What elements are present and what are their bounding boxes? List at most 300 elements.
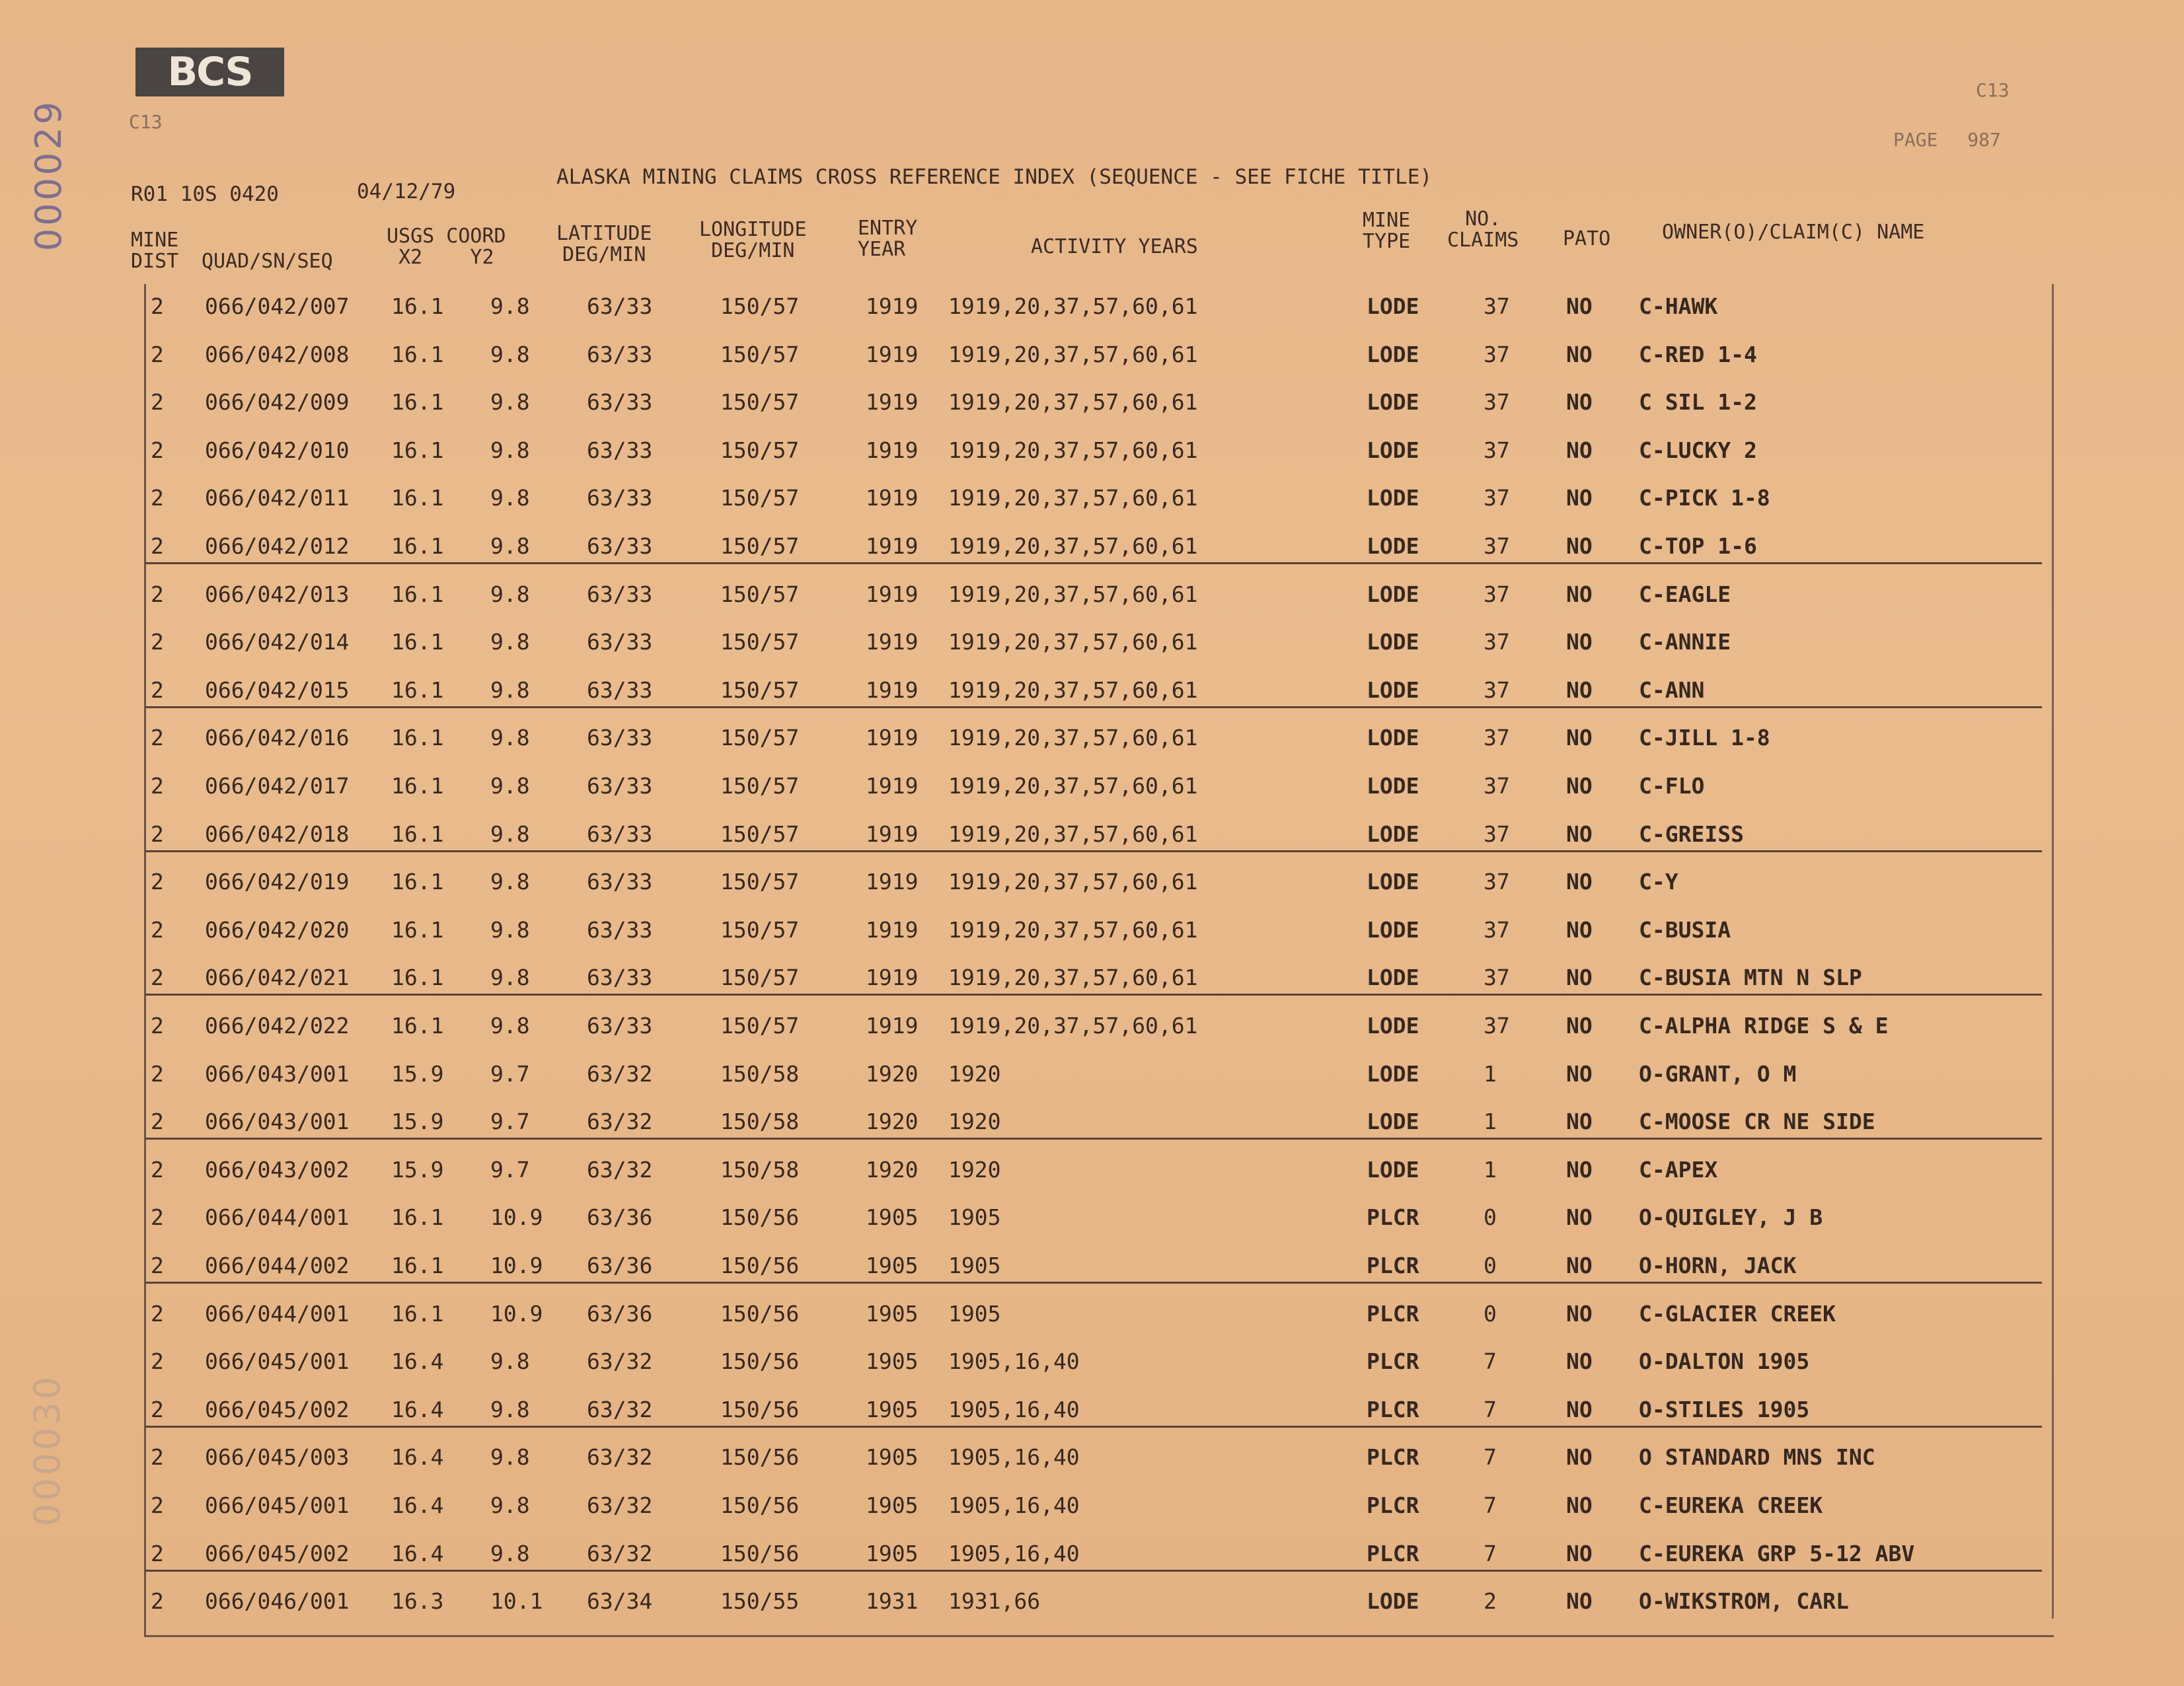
pato-cell: NO	[1566, 437, 1593, 463]
mine-dist-cell: 2	[151, 677, 164, 703]
usgs-x2-cell: 16.1	[391, 916, 444, 943]
no-claims-cell: 37	[1484, 773, 1510, 799]
activity-years-cell: 1919,20,37,57,60,61	[948, 965, 1198, 991]
usgs-x2-cell: 15.9	[391, 1060, 444, 1087]
usgs-x2-cell: 16.4	[391, 1540, 444, 1566]
usgs-y2-cell: 9.8	[490, 485, 530, 511]
usgs-x2-cell: 16.1	[391, 965, 444, 991]
no-claims-cell: 37	[1484, 916, 1510, 943]
usgs-y2-cell: 9.8	[490, 677, 530, 703]
table-row	[0, 1004, 2184, 1051]
latitude-cell: 63/33	[587, 389, 653, 416]
usgs-x2-cell: 16.1	[391, 485, 444, 511]
activity-years-cell: 1919,20,37,57,60,61	[948, 725, 1198, 751]
entry-year-cell: 1919	[866, 437, 919, 463]
owner-claim-name-cell: C-EUREKA CREEK	[1639, 1492, 1823, 1518]
mine-type-cell: LODE	[1367, 485, 1419, 511]
latitude-cell: 63/33	[587, 916, 653, 943]
mine-type-cell: LODE	[1367, 965, 1419, 991]
latitude-cell: 63/33	[587, 533, 653, 559]
latitude-cell: 63/33	[587, 677, 653, 703]
latitude-cell: 63/36	[587, 1300, 653, 1327]
mine-type-cell: PLCR	[1367, 1444, 1419, 1471]
mine-type-cell: PLCR	[1367, 1396, 1419, 1422]
activity-years-cell: 1919,20,37,57,60,61	[948, 389, 1198, 416]
usgs-x2-cell: 16.4	[391, 1492, 444, 1518]
entry-year-cell: 1919	[866, 965, 919, 991]
pato-cell: NO	[1566, 965, 1593, 991]
longitude-cell: 150/57	[720, 725, 800, 751]
entry-year-cell: 1919	[866, 629, 919, 655]
quad-cell: 066/044/001	[205, 1300, 350, 1327]
col-mine-type: MINE TYPE	[1363, 209, 1411, 253]
activity-years-cell: 1919,20,37,57,60,61	[948, 581, 1198, 607]
entry-year-cell: 1905	[866, 1396, 919, 1422]
entry-year-cell: 1919	[866, 293, 919, 319]
mine-dist-cell: 2	[151, 581, 164, 607]
entry-year-cell: 1919	[866, 533, 919, 559]
top-right-code: C13	[1976, 79, 2010, 101]
owner-claim-name-cell: C-ALPHA RIDGE S & E	[1639, 1013, 1889, 1039]
activity-years-cell: 1905,16,40	[948, 1492, 1080, 1518]
pato-cell: NO	[1566, 1444, 1593, 1471]
owner-claim-name-cell: O-QUIGLEY, J B	[1639, 1204, 1823, 1231]
entry-year-cell: 1919	[866, 389, 919, 416]
table-row	[0, 715, 2184, 763]
table-row	[0, 812, 2184, 860]
owner-claim-name-cell: C-APEX	[1639, 1156, 1718, 1183]
usgs-x2-cell: 16.1	[391, 677, 444, 703]
no-claims-cell: 37	[1484, 629, 1510, 655]
quad-cell: 066/042/007	[205, 293, 350, 319]
pato-cell: NO	[1566, 1109, 1593, 1135]
no-claims-cell: 0	[1484, 1300, 1497, 1327]
usgs-y2-cell: 9.8	[490, 1396, 530, 1422]
quad-cell: 066/045/001	[205, 1348, 350, 1375]
quad-cell: 066/045/003	[205, 1444, 350, 1471]
entry-year-cell: 1905	[866, 1540, 919, 1566]
usgs-x2-cell: 16.1	[391, 821, 444, 847]
latitude-cell: 63/33	[587, 965, 653, 991]
mine-dist-cell: 2	[151, 1253, 164, 1278]
table-row	[0, 764, 2184, 811]
no-claims-cell: 37	[1484, 1013, 1510, 1039]
usgs-y2-cell: 9.8	[490, 1444, 530, 1471]
usgs-y2-cell: 10.9	[490, 1253, 543, 1278]
longitude-cell: 150/56	[720, 1396, 800, 1422]
owner-claim-name-cell: O-DALTON 1905	[1639, 1348, 1810, 1375]
latitude-cell: 63/32	[587, 1444, 653, 1471]
usgs-y2-cell: 9.8	[490, 916, 530, 943]
owner-claim-name-cell: C-ANN	[1639, 677, 1705, 703]
pato-cell: NO	[1566, 1396, 1593, 1422]
activity-years-cell: 1919,20,37,57,60,61	[948, 869, 1198, 895]
table-row	[0, 1243, 2184, 1291]
activity-years-cell: 1919,20,37,57,60,61	[948, 437, 1198, 463]
activity-years-cell: 1931,66	[948, 1588, 1041, 1615]
mine-dist-cell: 2	[151, 1444, 164, 1471]
latitude-cell: 63/32	[587, 1348, 653, 1375]
pato-cell: NO	[1566, 869, 1593, 895]
report-date: 04/12/79	[357, 180, 456, 203]
usgs-y2-cell: 9.8	[490, 821, 530, 847]
col-usgs-coord: USGS COORD X2 Y2	[387, 225, 506, 269]
mine-type-cell: LODE	[1367, 629, 1419, 655]
latitude-cell: 63/32	[587, 1396, 653, 1422]
longitude-cell: 150/57	[720, 533, 800, 559]
table-row	[0, 1339, 2184, 1387]
usgs-y2-cell: 9.8	[490, 725, 530, 751]
no-claims-cell: 37	[1484, 293, 1510, 319]
table-row	[0, 1099, 2184, 1147]
no-claims-cell: 0	[1484, 1253, 1497, 1278]
table-row	[0, 524, 2184, 571]
table-row	[0, 476, 2184, 523]
latitude-cell: 63/33	[587, 341, 653, 367]
usgs-y2-cell: 9.8	[490, 1492, 530, 1518]
usgs-x2-cell: 16.1	[391, 293, 444, 319]
activity-years-cell: 1919,20,37,57,60,61	[948, 341, 1198, 367]
owner-claim-name-cell: C-BUSIA	[1639, 916, 1731, 943]
quad-cell: 066/046/001	[205, 1588, 350, 1615]
row-underline	[145, 1138, 2042, 1140]
mine-dist-cell: 2	[151, 629, 164, 655]
no-claims-cell: 7	[1484, 1348, 1497, 1375]
owner-claim-name-cell: O-WIKSTROM, CARL	[1639, 1588, 1849, 1615]
page-indicator	[1893, 129, 2001, 151]
owner-claim-name-cell: C-EUREKA GRP 5-12 ABV	[1639, 1540, 1915, 1566]
activity-years-cell: 1905,16,40	[948, 1540, 1080, 1566]
pato-cell: NO	[1566, 629, 1593, 655]
entry-year-cell: 1905	[866, 1444, 919, 1471]
mine-type-cell: LODE	[1367, 677, 1419, 703]
usgs-x2-cell: 16.4	[391, 1348, 444, 1375]
activity-years-cell: 1919,20,37,57,60,61	[948, 533, 1198, 559]
activity-years-cell: 1919,20,37,57,60,61	[948, 677, 1198, 703]
latitude-cell: 63/36	[587, 1204, 653, 1231]
usgs-y2-cell: 9.7	[490, 1060, 530, 1087]
mine-type-cell: LODE	[1367, 821, 1419, 847]
no-claims-cell: 1	[1484, 1156, 1497, 1183]
quad-cell: 066/042/009	[205, 389, 350, 416]
table-row	[0, 284, 2184, 332]
no-claims-cell: 37	[1484, 581, 1510, 607]
mine-dist-cell: 2	[151, 1348, 164, 1375]
quad-cell: 066/042/022	[205, 1013, 350, 1039]
report-title: ALASKA MINING CLAIMS CROSS REFERENCE INDEX (SEQUENCE - SEE FICHE TITLE)	[556, 165, 1433, 189]
longitude-cell: 150/56	[720, 1348, 800, 1375]
row-underline	[145, 1282, 2042, 1284]
quad-cell: 066/042/016	[205, 725, 350, 751]
latitude-cell: 63/33	[587, 773, 653, 799]
longitude-cell: 150/57	[720, 341, 800, 367]
mine-type-cell: LODE	[1367, 869, 1419, 895]
latitude-cell: 63/33	[587, 1013, 653, 1039]
table-row	[0, 620, 2184, 667]
activity-years-cell: 1919,20,37,57,60,61	[948, 773, 1198, 799]
latitude-cell: 63/33	[587, 485, 653, 511]
quad-cell: 066/042/017	[205, 773, 350, 799]
entry-year-cell: 1919	[866, 485, 919, 511]
entry-year-cell: 1905	[866, 1253, 919, 1278]
quad-cell: 066/042/014	[205, 629, 350, 655]
mine-dist-cell: 2	[151, 725, 164, 751]
no-claims-cell: 7	[1484, 1540, 1497, 1566]
activity-years-cell: 1919,20,37,57,60,61	[948, 1013, 1198, 1039]
longitude-cell: 150/57	[720, 869, 800, 895]
owner-claim-name-cell: C-HAWK	[1639, 293, 1718, 319]
mine-type-cell: LODE	[1367, 1013, 1419, 1039]
row-underline	[145, 1426, 2042, 1428]
pato-cell: NO	[1566, 1013, 1593, 1039]
no-claims-cell: 37	[1484, 965, 1510, 991]
report-id: R01 10S 0420	[131, 182, 279, 206]
no-claims-cell: 2	[1484, 1588, 1497, 1615]
mine-dist-cell: 2	[151, 533, 164, 559]
owner-claim-name-cell: C-LUCKY 2	[1639, 437, 1757, 463]
usgs-y2-cell: 9.8	[490, 869, 530, 895]
owner-claim-name-cell: C-GLACIER CREEK	[1639, 1300, 1836, 1327]
fiche-number-stamp-faint: 000030	[26, 1374, 68, 1527]
entry-year-cell: 1920	[866, 1060, 919, 1087]
usgs-y2-cell: 9.8	[490, 389, 530, 416]
longitude-cell: 150/57	[720, 389, 800, 416]
table-row	[0, 380, 2184, 427]
owner-claim-name-cell: C-BUSIA MTN N SLP	[1639, 965, 1862, 991]
no-claims-cell: 37	[1484, 533, 1510, 559]
latitude-cell: 63/33	[587, 581, 653, 607]
activity-years-cell: 1919,20,37,57,60,61	[948, 629, 1198, 655]
mine-type-cell: PLCR	[1367, 1300, 1419, 1327]
table-row	[0, 1052, 2184, 1099]
activity-years-cell: 1919,20,37,57,60,61	[948, 821, 1198, 847]
mine-dist-cell: 2	[151, 1588, 164, 1615]
mine-dist-cell: 2	[151, 1060, 164, 1087]
latitude-cell: 63/32	[587, 1492, 653, 1518]
mine-type-cell: PLCR	[1367, 1540, 1419, 1566]
entry-year-cell: 1905	[866, 1300, 919, 1327]
longitude-cell: 150/56	[720, 1253, 800, 1278]
table-row	[0, 860, 2184, 907]
usgs-x2-cell: 15.9	[391, 1109, 444, 1135]
latitude-cell: 63/32	[587, 1156, 653, 1183]
col-longitude: LONGITUDE DEG/MIN	[699, 218, 807, 262]
mine-dist-cell: 2	[151, 1013, 164, 1039]
longitude-cell: 150/57	[720, 485, 800, 511]
activity-years-cell: 1920	[948, 1156, 1001, 1183]
entry-year-cell: 1920	[866, 1156, 919, 1183]
table-row	[0, 1148, 2184, 1195]
longitude-cell: 150/56	[720, 1540, 800, 1566]
table-row	[0, 1195, 2184, 1243]
mine-type-cell: LODE	[1367, 533, 1419, 559]
usgs-y2-cell: 9.8	[490, 341, 530, 367]
owner-claim-name-cell: C-FLO	[1639, 773, 1705, 799]
mine-dist-cell: 2	[151, 869, 164, 895]
no-claims-cell: 1	[1484, 1109, 1497, 1135]
col-mine-dist: MINE DIST	[131, 229, 179, 273]
mine-dist-cell: 2	[151, 485, 164, 511]
quad-cell: 066/042/020	[205, 916, 350, 943]
entry-year-cell: 1919	[866, 773, 919, 799]
mine-dist-cell: 2	[151, 965, 164, 991]
mine-type-cell: LODE	[1367, 916, 1419, 943]
usgs-y2-cell: 9.8	[490, 773, 530, 799]
usgs-x2-cell: 16.4	[391, 1444, 444, 1471]
owner-claim-name-cell: O-HORN, JACK	[1639, 1253, 1797, 1278]
mine-type-cell: LODE	[1367, 437, 1419, 463]
mine-type-cell: LODE	[1367, 293, 1419, 319]
usgs-x2-cell: 16.1	[391, 1253, 444, 1278]
pato-cell: NO	[1566, 1540, 1593, 1566]
pato-cell: NO	[1566, 1060, 1593, 1087]
latitude-cell: 63/33	[587, 293, 653, 319]
owner-claim-name-cell: C-MOOSE CR NE SIDE	[1639, 1109, 1875, 1135]
mine-type-cell: PLCR	[1367, 1492, 1419, 1518]
usgs-y2-cell: 10.9	[490, 1300, 543, 1327]
activity-years-cell: 1920	[948, 1060, 1001, 1087]
owner-claim-name-cell: C-RED 1-4	[1639, 341, 1757, 367]
table-row	[0, 1531, 2184, 1579]
activity-years-cell: 1905	[948, 1253, 1001, 1278]
usgs-y2-cell: 9.8	[490, 1013, 530, 1039]
usgs-x2-cell: 16.1	[391, 725, 444, 751]
owner-claim-name-cell: C-GREISS	[1639, 821, 1744, 847]
quad-cell: 066/043/001	[205, 1109, 350, 1135]
table-row	[0, 428, 2184, 476]
latitude-cell: 63/33	[587, 869, 653, 895]
longitude-cell: 150/57	[720, 293, 800, 319]
col-quad: QUAD/SN/SEQ	[202, 250, 333, 273]
quad-cell: 066/042/012	[205, 533, 350, 559]
no-claims-cell: 1	[1484, 1060, 1497, 1087]
entry-year-cell: 1905	[866, 1204, 919, 1231]
usgs-x2-cell: 16.3	[391, 1588, 444, 1615]
owner-claim-name-cell: C-TOP 1-6	[1639, 533, 1757, 559]
no-claims-cell: 7	[1484, 1444, 1497, 1471]
table-row	[0, 572, 2184, 620]
mine-dist-cell: 2	[151, 341, 164, 367]
entry-year-cell: 1905	[866, 1348, 919, 1375]
fiche-number-stamp: 000029	[28, 99, 69, 252]
pato-cell: NO	[1566, 1588, 1593, 1615]
usgs-y2-cell: 9.8	[490, 1540, 530, 1566]
activity-years-cell: 1905	[948, 1300, 1001, 1327]
activity-years-cell: 1919,20,37,57,60,61	[948, 916, 1198, 943]
mine-type-cell: LODE	[1367, 1588, 1419, 1615]
usgs-x2-cell: 16.1	[391, 341, 444, 367]
latitude-cell: 63/34	[587, 1588, 653, 1615]
latitude-cell: 63/33	[587, 437, 653, 463]
row-underline	[145, 562, 2042, 564]
quad-cell: 066/042/011	[205, 485, 350, 511]
no-claims-cell: 0	[1484, 1204, 1497, 1231]
longitude-cell: 150/56	[720, 1204, 800, 1231]
mine-dist-cell: 2	[151, 1300, 164, 1327]
latitude-cell: 63/32	[587, 1109, 653, 1135]
row-underline	[145, 706, 2042, 708]
usgs-y2-cell: 9.8	[490, 293, 530, 319]
latitude-cell: 63/32	[587, 1060, 653, 1087]
quad-cell: 066/045/001	[205, 1492, 350, 1518]
mine-type-cell: LODE	[1367, 581, 1419, 607]
mine-dist-cell: 2	[151, 1396, 164, 1422]
no-claims-cell: 37	[1484, 725, 1510, 751]
row-underline	[145, 1570, 2042, 1572]
col-activity-years: ACTIVITY YEARS	[1031, 235, 1198, 258]
activity-years-cell: 1905,16,40	[948, 1444, 1080, 1471]
pato-cell: NO	[1566, 581, 1593, 607]
pato-cell: NO	[1566, 1253, 1593, 1278]
activity-years-cell: 1905	[948, 1204, 1001, 1231]
latitude-cell: 63/33	[587, 629, 653, 655]
col-entry-year: ENTRY YEAR	[858, 217, 918, 261]
quad-cell: 066/044/001	[205, 1204, 350, 1231]
longitude-cell: 150/57	[720, 437, 800, 463]
mine-dist-cell: 2	[151, 773, 164, 799]
no-claims-cell: 37	[1484, 341, 1510, 367]
mine-type-cell: LODE	[1367, 341, 1419, 367]
mine-dist-cell: 2	[151, 293, 164, 319]
mine-type-cell: PLCR	[1367, 1204, 1419, 1231]
owner-claim-name-cell: O STANDARD MNS INC	[1639, 1444, 1875, 1471]
longitude-cell: 150/56	[720, 1444, 800, 1471]
pato-cell: NO	[1566, 725, 1593, 751]
mine-dist-cell: 2	[151, 1156, 164, 1183]
top-left-code: C13	[129, 111, 163, 133]
usgs-x2-cell: 16.1	[391, 1300, 444, 1327]
col-owner-claim-name: OWNER(O)/CLAIM(C) NAME	[1662, 221, 1925, 244]
usgs-x2-cell: 16.1	[391, 581, 444, 607]
owner-claim-name-cell: O-GRANT, O M	[1639, 1060, 1797, 1087]
usgs-x2-cell: 16.1	[391, 437, 444, 463]
longitude-cell: 150/56	[720, 1300, 800, 1327]
pato-cell: NO	[1566, 1156, 1593, 1183]
col-pato: PATO	[1563, 227, 1611, 250]
usgs-y2-cell: 9.7	[490, 1109, 530, 1135]
usgs-x2-cell: 16.1	[391, 389, 444, 416]
mine-type-cell: LODE	[1367, 725, 1419, 751]
activity-years-cell: 1919,20,37,57,60,61	[948, 485, 1198, 511]
owner-claim-name-cell: C-ANNIE	[1639, 629, 1731, 655]
pato-cell: NO	[1566, 677, 1593, 703]
table-row	[0, 1579, 2184, 1627]
latitude-cell: 63/36	[587, 1253, 653, 1278]
no-claims-cell: 37	[1484, 869, 1510, 895]
longitude-cell: 150/58	[720, 1060, 800, 1087]
table-row	[0, 1387, 2184, 1435]
pato-cell: NO	[1566, 773, 1593, 799]
longitude-cell: 150/57	[720, 965, 800, 991]
usgs-y2-cell: 9.8	[490, 629, 530, 655]
mine-type-cell: LODE	[1367, 1109, 1419, 1135]
usgs-y2-cell: 9.7	[490, 1156, 530, 1183]
pato-cell: NO	[1566, 533, 1593, 559]
latitude-cell: 63/33	[587, 821, 653, 847]
pato-cell: NO	[1566, 293, 1593, 319]
entry-year-cell: 1931	[866, 1588, 919, 1615]
quad-cell: 066/042/019	[205, 869, 350, 895]
quad-cell: 066/042/015	[205, 677, 350, 703]
usgs-x2-cell: 16.1	[391, 533, 444, 559]
mine-type-cell: PLCR	[1367, 1253, 1419, 1278]
quad-cell: 066/043/001	[205, 1060, 350, 1087]
usgs-x2-cell: 16.1	[391, 773, 444, 799]
latitude-cell: 63/33	[587, 725, 653, 751]
longitude-cell: 150/57	[720, 773, 800, 799]
entry-year-cell: 1920	[866, 1109, 919, 1135]
activity-years-cell: 1920	[948, 1109, 1001, 1135]
